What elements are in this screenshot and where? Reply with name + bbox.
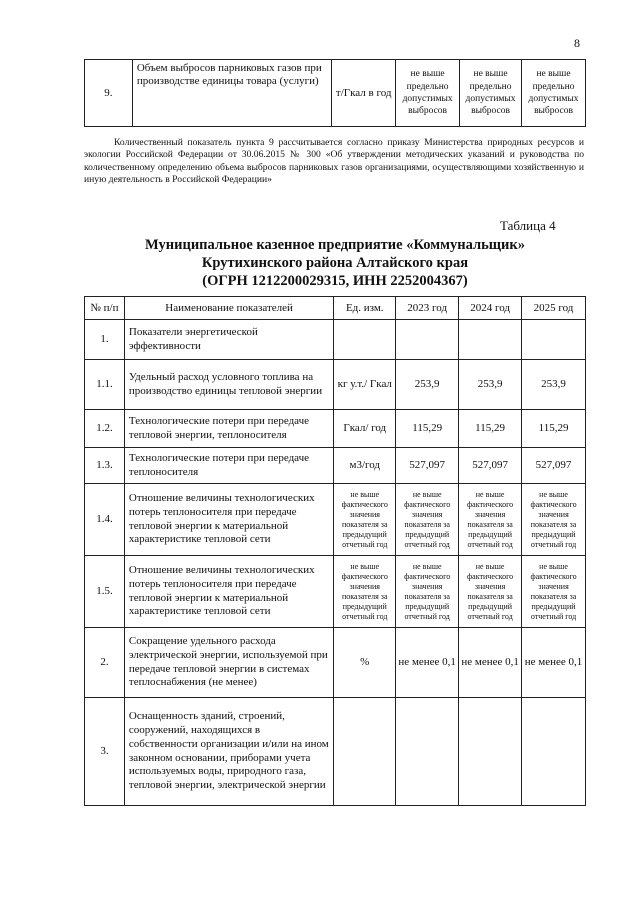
indicator-name: Оснащенность зданий, строений, сооружений, находящихся в собственности организации и/или на ином законном основании, приборами учета используемых воды, природного газа, тепловой энергии, электрической энергии: [124, 698, 333, 806]
table-row: [85, 60, 586, 127]
row-number: 1.1.: [85, 360, 125, 410]
value-2025: [522, 698, 586, 806]
header-cell: Наименование показателей: [124, 297, 333, 320]
header-cell: 2024 год: [459, 297, 522, 320]
value-2025: не выше фактического значения показателя за предыдущий отчетный год: [522, 556, 586, 628]
header-cell: 2025 год: [522, 297, 586, 320]
table-row: [85, 484, 586, 556]
row-number: 1.: [85, 320, 125, 360]
value-2023: не выше фактического значения показателя за предыдущий отчетный год: [396, 556, 459, 628]
value-2025: 253,9: [522, 360, 586, 410]
footnote-paragraph: Количественный показатель пункта 9 рассчитывается согласно приказу Министерства природных ресурсов и экологии Российской Федерации от 30.06.2015 № 300 «Об утверждении методических указаний и руководства по количественному определению объема выбросов парниковых газов организациями, осуществляющими хозяйственную и иную деятельность в Российской Федерации»: [84, 137, 584, 186]
row-number: 9.: [85, 60, 133, 127]
value-2024: 253,9: [459, 360, 522, 410]
document-heading: [84, 236, 586, 290]
table-row: [85, 320, 586, 360]
table-label: Таблица 4: [500, 218, 556, 233]
heading-line-1: Муниципальное казенное предприятие «Коммунальщик»: [145, 237, 525, 253]
table-row: [85, 360, 586, 410]
row-number: 2.: [85, 628, 125, 698]
table-row: [85, 410, 586, 448]
value-2025: 115,29: [522, 410, 586, 448]
indicator-name: Отношение величины технологических потерь теплоносителя при передаче тепловой энергии к материальной характеристике тепловой сети: [124, 556, 333, 628]
unit-cell: не выше фактического значения показателя за предыдущий отчетный год: [334, 556, 396, 628]
table-row: [85, 698, 586, 806]
value-2023: [396, 320, 459, 360]
value-2023: 527,097: [396, 448, 459, 484]
indicator-name: Удельный расход условного топлива на производство единицы тепловой энергии: [124, 360, 333, 410]
value-2025: 527,097: [522, 448, 586, 484]
indicator-name: Объем выбросов парниковых газов при производстве единицы товара (услуги): [132, 60, 331, 127]
value-2024: 527,097: [459, 448, 522, 484]
row-number: 1.5.: [85, 556, 125, 628]
header-cell: № п/п: [85, 297, 125, 320]
value-2024: не выше предельно допустимых выбросов: [460, 60, 522, 127]
unit-cell: не выше фактического значения показателя за предыдущий отчетный год: [334, 484, 396, 556]
value-2023: не менее 0,1: [396, 628, 459, 698]
value-2024: не выше фактического значения показателя за предыдущий отчетный год: [459, 484, 522, 556]
table-row: [85, 556, 586, 628]
value-2023: 253,9: [396, 360, 459, 410]
unit-cell: кг у.т./ Гкал: [334, 360, 396, 410]
indicator-name: Технологические потери при передаче теплоносителя: [124, 448, 333, 484]
indicator-name: Технологические потери при передаче тепловой энергии, теплоносителя: [124, 410, 333, 448]
top-table: [84, 59, 586, 127]
indicators-table: [84, 296, 586, 806]
indicator-name: Показатели энергетической эффективности: [124, 320, 333, 360]
table-header-row: [85, 297, 586, 320]
unit-cell: %: [334, 628, 396, 698]
unit-cell: т/Гкал в год: [332, 60, 396, 127]
table-row: [85, 448, 586, 484]
row-number: 1.4.: [85, 484, 125, 556]
value-2025: [522, 320, 586, 360]
value-2025: не менее 0,1: [522, 628, 586, 698]
value-2025: не выше фактического значения показателя за предыдущий отчетный год: [522, 484, 586, 556]
value-2025: не выше предельно допустимых выбросов: [522, 60, 586, 127]
header-cell: 2023 год: [396, 297, 459, 320]
row-number: 1.2.: [85, 410, 125, 448]
unit-cell: [334, 698, 396, 806]
header-cell: Ед. изм.: [334, 297, 396, 320]
value-2024: 115,29: [459, 410, 522, 448]
unit-cell: м3/год: [334, 448, 396, 484]
value-2023: 115,29: [396, 410, 459, 448]
table-row: [85, 628, 586, 698]
row-number: 3.: [85, 698, 125, 806]
heading-line-3: (ОГРН 1212200029315, ИНН 2252004367): [202, 273, 468, 290]
indicator-name: Отношение величины технологических потерь теплоносителя при передаче тепловой энергии к материальной характеристике тепловой сети: [124, 484, 333, 556]
value-2024: не выше фактического значения показателя за предыдущий отчетный год: [459, 556, 522, 628]
value-2024: [459, 698, 522, 806]
page-number: 8: [574, 36, 580, 50]
unit-cell: [334, 320, 396, 360]
value-2024: [459, 320, 522, 360]
row-number: 1.3.: [85, 448, 125, 484]
unit-cell: Гкал/ год: [334, 410, 396, 448]
indicator-name: Сокращение удельного расхода электрической энергии, используемой при передаче тепловой энергии в системах теплоснабжения (не менее): [124, 628, 333, 698]
value-2023: не выше фактического значения показателя за предыдущий отчетный год: [396, 484, 459, 556]
value-2024: не менее 0,1: [459, 628, 522, 698]
value-2023: [396, 698, 459, 806]
value-2023: не выше предельно допустимых выбросов: [396, 60, 460, 127]
heading-line-2: Крутихинского района Алтайского края: [201, 255, 469, 272]
